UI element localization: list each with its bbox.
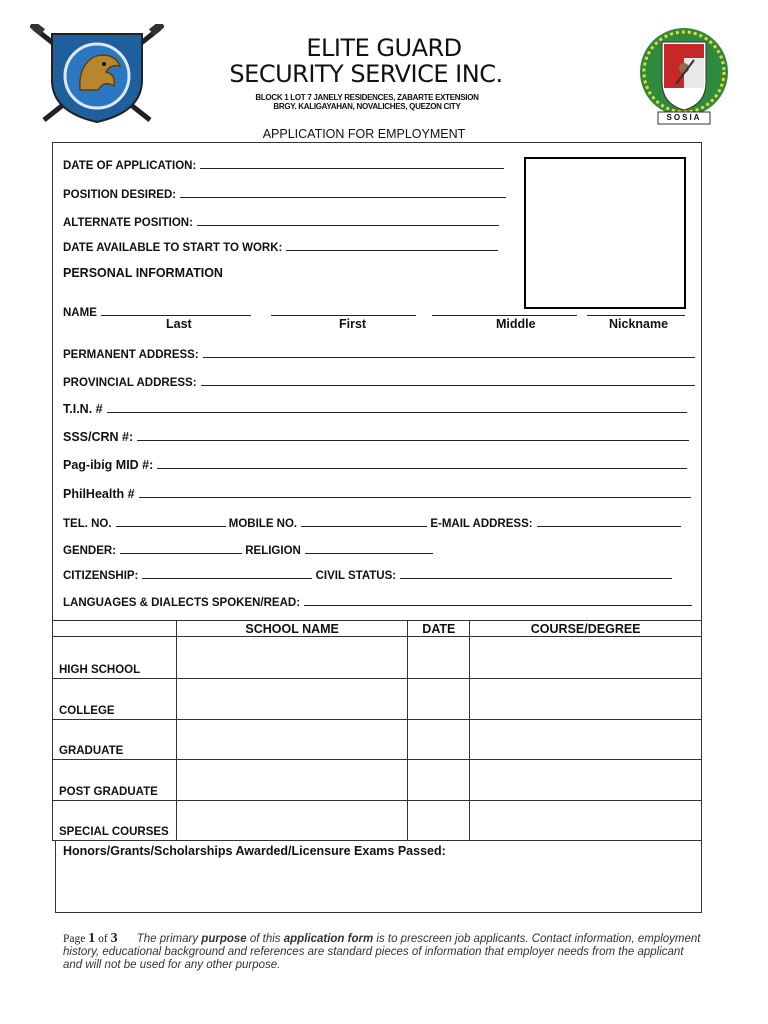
nickname-line[interactable] [587,304,685,316]
education-level: SPECIAL COURSES [53,801,177,841]
company-name-line1: ELITE GUARD [306,34,462,62]
civil-status-label: CIVIL STATUS: [315,570,397,582]
first-name-line[interactable] [271,304,416,316]
education-header-school: SCHOOL NAME [176,621,408,637]
pagibig-label: Pag-ibig MID #: [63,458,154,472]
permanent-address-field[interactable] [63,346,695,361]
school-name-cell[interactable] [176,637,408,679]
course-cell[interactable] [470,720,702,760]
name-field[interactable] [63,304,251,319]
date-available-field[interactable] [63,239,498,254]
form-title: APPLICATION FOR EMPLOYMENT [262,127,466,141]
tel-no-label: TEL. NO. [63,518,112,530]
date-cell[interactable] [408,760,470,801]
table-row [53,760,702,801]
sosia-logo-label: SOSIA [666,113,702,122]
course-cell[interactable] [470,679,702,720]
education-level: POST GRADUATE [53,760,177,801]
philhealth-label: PhilHealth # [63,487,135,501]
education-table [52,620,702,841]
languages-label: LANGUAGES & DIALECTS SPOKEN/READ: [63,597,301,609]
school-name-cell[interactable] [176,720,408,760]
company-address-line2: BRGY. KALIGAYAHAN, NOVALICHES, QUEZON CITY [273,102,461,111]
email-label: E-MAIL ADDRESS: [430,518,533,530]
date-cell[interactable] [408,679,470,720]
provincial-address-field[interactable] [63,374,695,389]
position-desired-label: POSITION DESIRED: [63,189,177,201]
education-header-row [53,621,702,637]
table-row [53,637,702,679]
date-cell[interactable] [408,637,470,679]
mobile-no-label: MOBILE NO. [228,518,298,530]
citizenship-civil-row[interactable] [63,567,672,582]
provincial-address-label: PROVINCIAL ADDRESS: [63,377,197,389]
tin-label: T.I.N. # [63,402,103,416]
pagibig-field[interactable] [63,457,687,472]
gender-label: GENDER: [63,545,117,557]
gender-religion-row[interactable] [63,542,433,557]
company-name-line2: SECURITY SERVICE INC. [229,60,503,88]
name-first-caption: First [339,317,367,331]
table-row [53,679,702,720]
philhealth-field[interactable] [63,486,691,501]
position-desired-field[interactable] [63,186,506,201]
education-header-course: COURSE/DEGREE [470,621,702,637]
date-cell[interactable] [408,801,470,841]
education-header-level [53,621,177,637]
table-row [53,801,702,841]
date-of-application-field[interactable] [63,157,504,172]
contact-row[interactable] [63,515,681,530]
education-level: GRADUATE [53,720,177,760]
course-cell[interactable] [470,760,702,801]
school-name-cell[interactable] [176,679,408,720]
tin-field[interactable] [63,401,687,416]
sss-label: SSS/CRN #: [63,430,134,444]
permanent-address-label: PERMANENT ADDRESS: [63,349,199,361]
page-footer [63,932,703,972]
sosia-seal-logo [636,24,732,128]
course-cell[interactable] [470,801,702,841]
photo-placeholder [524,157,686,309]
date-of-application-label: DATE OF APPLICATION: [63,160,197,172]
school-name-cell[interactable] [176,801,408,841]
alternate-position-field[interactable] [63,214,499,229]
education-level: HIGH SCHOOL [53,637,177,679]
name-last-caption: Last [166,317,192,331]
education-level: COLLEGE [53,679,177,720]
table-row [53,720,702,760]
name-middle-caption: Middle [496,317,536,331]
date-cell[interactable] [408,720,470,760]
alternate-position-label: ALTERNATE POSITION: [63,217,193,229]
date-available-label: DATE AVAILABLE TO START TO WORK: [63,242,283,254]
course-cell[interactable] [470,637,702,679]
company-address-line1: BLOCK 1 LOT 7 JANELY RESIDENCES, ZABARTE EXTENSION [255,93,479,102]
footer-note: The primary purpose of this application form is to prescreen job applicants. Contact information, employment history, educational background and references are standard pieces of information that employer needs from the applicant and will not be used for any other purpose. [63,933,701,971]
name-nickname-caption: Nickname [609,317,669,331]
school-name-cell[interactable] [176,760,408,801]
sss-field[interactable] [63,429,689,444]
page-indicator: Page 1 of 3 [63,931,118,946]
languages-field[interactable] [63,594,692,609]
citizenship-label: CITIZENSHIP: [63,570,139,582]
education-header-date: DATE [408,621,470,637]
personal-info-heading: PERSONAL INFORMATION [63,266,223,280]
honors-label: Honors/Grants/Scholarships Awarded/Licensure Exams Passed: [63,844,446,858]
religion-label: RELIGION [245,545,301,557]
middle-name-line[interactable] [432,304,577,316]
name-label: NAME [63,307,97,319]
